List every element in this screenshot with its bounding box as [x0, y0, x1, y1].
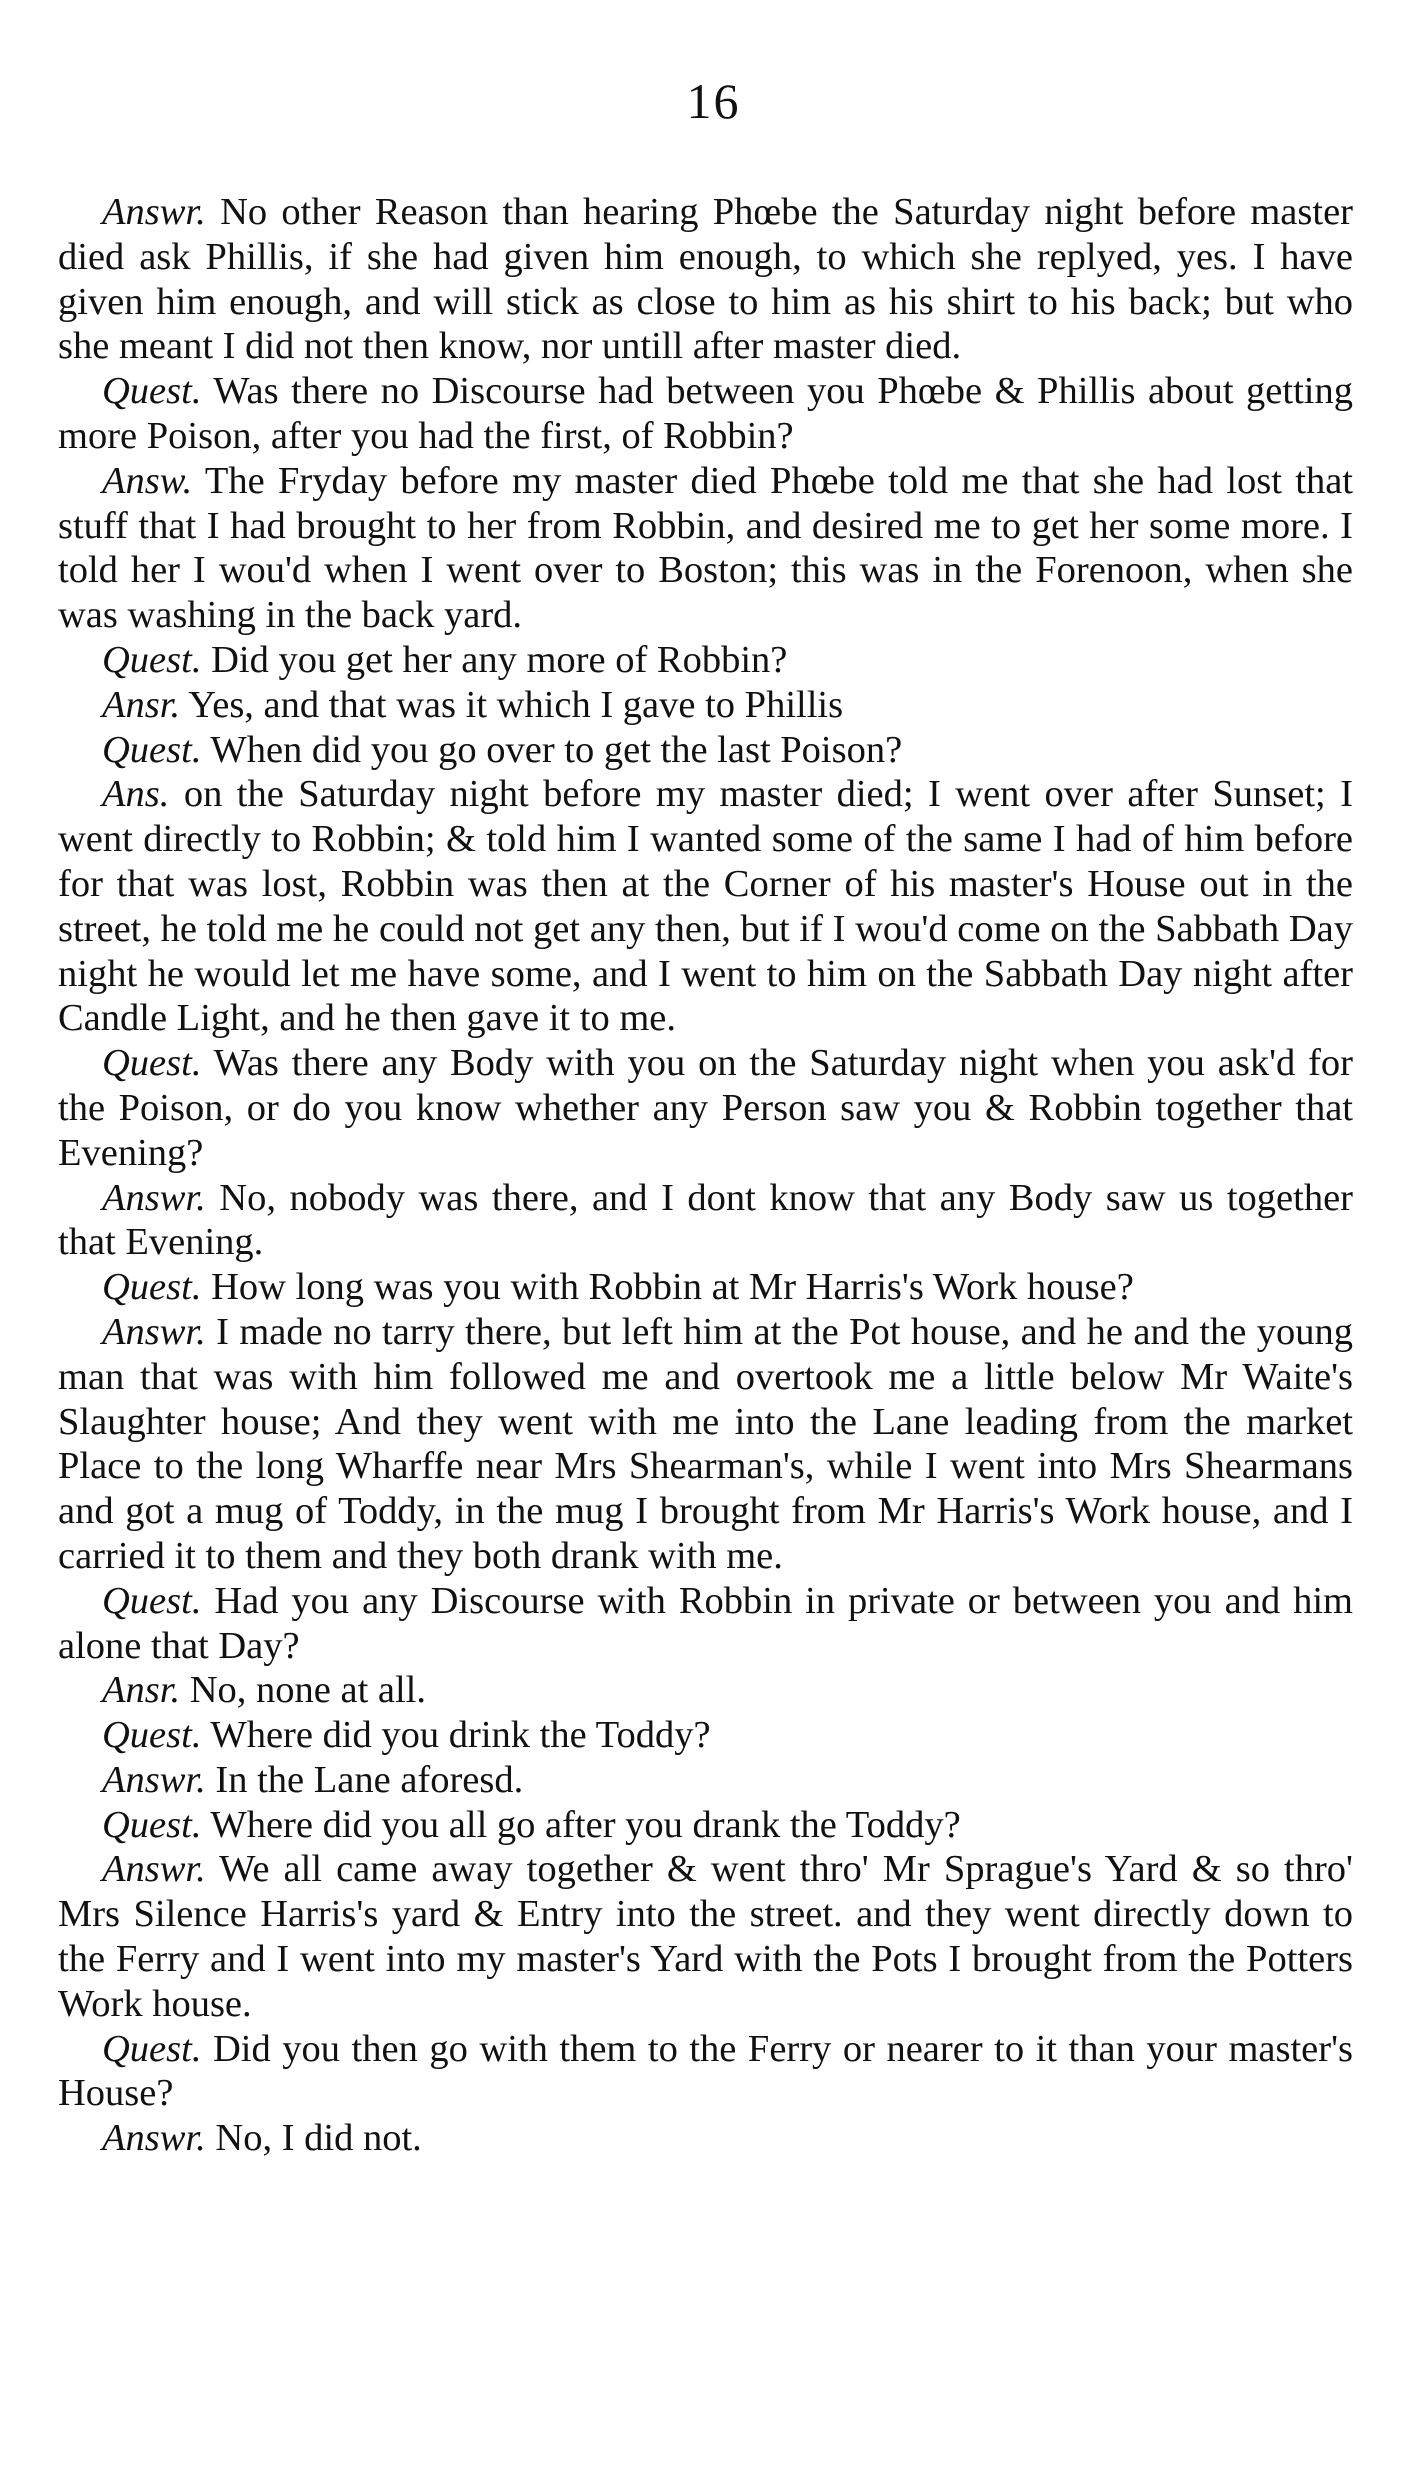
paragraph-text: Had you any Discourse with Robbin in private or between you and him alone that Day? [58, 1579, 1353, 1667]
paragraph [58, 2027, 1353, 2117]
paragraph [58, 1041, 1353, 1175]
speaker-label: Answr. [102, 191, 206, 233]
paragraph-text: on the Saturday night before my master died; I went over after Sunset; I went directly to Robbin; & told him I wanted some of the same I had of him before for that was lost, Robbin was then at the Corner of his master's House out in the street, he told me he could not get any then, but if I wou'd come on the Sabbath Day night he would let me have some, and I went to him on the Sabbath Day night after Candle Light, and he then gave it to me. [58, 773, 1353, 1040]
speaker-label: Quest. [102, 1042, 202, 1085]
paragraph-text: No, I did not. [205, 2117, 422, 2160]
paragraph-text: How long was you with Robbin at Mr Harris's Work house? [201, 1266, 1134, 1309]
speaker-label: Answr. [102, 1310, 206, 1353]
paragraph-text: Where did you drink the Toddy? [201, 1714, 711, 1757]
paragraph [58, 1176, 1353, 1266]
speaker-label: Ansr. [102, 1669, 181, 1712]
paragraph [58, 1758, 1353, 1803]
paragraph [58, 638, 1353, 683]
paragraph-text: Where did you all go after you drank the Toddy? [201, 1803, 961, 1846]
speaker-label: Quest. [102, 370, 202, 413]
speaker-label: Quest. [102, 1266, 202, 1309]
speaker-label: Quest. [102, 1803, 202, 1846]
paragraph [58, 683, 1353, 728]
page-number: 16 [686, 73, 741, 129]
paragraph-text: In the Lane aforesd. [205, 1758, 524, 1801]
paragraph-text: No, none at all. [180, 1669, 427, 1712]
paragraph [58, 459, 1353, 638]
paragraph [58, 1668, 1353, 1713]
speaker-label: Ans. [102, 773, 170, 816]
speaker-label: Quest. [102, 728, 202, 771]
speaker-label: Quest. [102, 1714, 202, 1757]
paragraph [58, 1265, 1353, 1310]
speaker-label: Answr. [102, 2117, 206, 2160]
paragraph-text: Did you then go with them to the Ferry or nearer to it than your master's House? [58, 2027, 1353, 2115]
paragraph-text: Yes, and that was it which I gave to Phillis [180, 683, 844, 726]
paragraph-text: No, nobody was there, and I dont know that any Body saw us together that Evening. [58, 1176, 1353, 1264]
paragraph-text: We all came away together & went thro' Mr Sprague's Yard & so thro' Mrs Silence Harris's yard & Entry into the street. and they went directly down to the Ferry and I went into my master's Yard with the Pots I brought from the Potters Work house. [58, 1848, 1353, 2025]
paragraph [58, 728, 1353, 773]
paragraph-text: No other Reason than hearing Phœbe the Saturday night before master died ask Phillis, if she had given him enough, to which she replyed, yes. I have given him enough, and will stick as close to him as his shirt to his back; but who she meant I did not then know, nor untill after master died. [58, 191, 1353, 368]
paragraph [58, 772, 1353, 1041]
paragraph [58, 1847, 1353, 2026]
speaker-label: Quest. [102, 638, 202, 681]
paragraph-text: Did you get her any more of Robbin? [201, 638, 788, 681]
paragraph [58, 1310, 1353, 1579]
paragraph [58, 190, 1353, 369]
paragraph-text: The Fryday before my master died Phœbe told me that she had lost that stuff that I had brought to her from Robbin, and desired me to get her some more. I told her I wou'd when I went over to Boston; this was in the Forenoon, when she was washing in the back yard. [58, 459, 1353, 637]
paragraph [58, 2116, 1353, 2161]
speaker-label: Ansr. [102, 683, 181, 726]
paragraph-text: Was there no Discourse had between you Phœbe & Phillis about getting more Poison, after you had the first, of Robbin? [58, 370, 1353, 457]
paragraph-text: When did you go over to get the last Poison? [201, 728, 903, 771]
paragraph [58, 1579, 1353, 1669]
paragraph [58, 1713, 1353, 1758]
speaker-label: Quest. [102, 1579, 202, 1622]
speaker-label: Answ. [102, 459, 193, 502]
paragraph [58, 369, 1353, 459]
paragraph-text: Was there any Body with you on the Saturday night when you ask'd for the Poison, or do you know whether any Person saw you & Robbin together that Evening? [58, 1042, 1353, 1174]
speaker-label: Answr. [102, 1758, 206, 1801]
speaker-label: Quest. [102, 2027, 202, 2070]
paragraph-text: I made no tarry there, but left him at the Pot house, and he and the young man that was with him followed me and overtook me a little below Mr Waite's Slaughter house; And they went with me into the Lane leading from the market Place to the long Wharffe near Mrs Shearman's, while I went into Mrs Shearmans and got a mug of Toddy, in the mug I brought from Mr Harris's Work house, and I carried it to them and they both drank with me. [58, 1310, 1353, 1577]
speaker-label: Answr. [102, 1176, 206, 1219]
speaker-label: Answr. [102, 1848, 206, 1891]
paragraph [58, 1803, 1353, 1848]
page-text [58, 190, 1353, 2161]
